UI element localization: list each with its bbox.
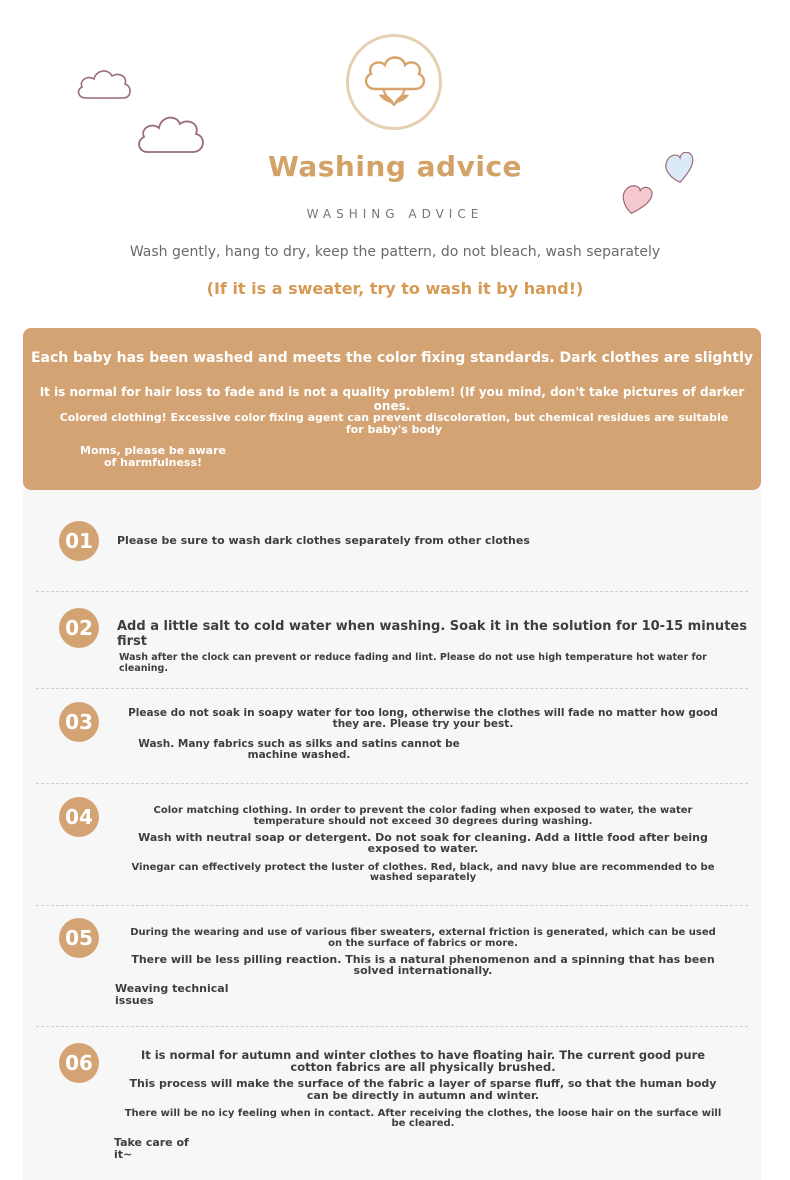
step-text: Please do not soak in soapy water for too long, otherwise the clothes will fade no matter how good they are. Please try your best. [128,707,718,730]
color-fixing-notice [23,328,761,490]
step-text: Add a little salt to cold water when washing. Soak it in the solution for 10-15 minutes first [117,619,747,649]
notice-line: Colored clothing! Excessive color fixing agent can prevent discoloration, but chemical residues are suitable for baby's body [59,411,729,436]
sweater-note: (If it is a sweater, try to wash it by hand!) [206,279,584,298]
cotton-logo [346,34,442,130]
step-item [23,490,761,592]
step-number: 02 [59,608,99,648]
step-text: There will be less pilling reaction. This is a natural phenomenon and a spinning that has been solved internationally. [131,953,715,977]
step-number: 05 [59,918,99,958]
notice-line: It is normal for hair loss to fade and is not a quality problem! (If you mind, don't take pictures of darker ones. [39,385,745,413]
step-item [23,689,761,784]
cotton-logo-icon [359,49,429,115]
step-text: It is normal for autumn and winter clothes to have floating hair. The current good pure cotton fabrics are all physically brushed. [140,1048,706,1074]
step-text: Please be sure to wash dark clothes separately from other clothes [117,534,530,547]
step-text: Color matching clothing. In order to prevent the color fading when exposed to water, the water temperature should not exceed 30 degrees during washing. [153,805,693,827]
notice-line: Moms, please be aware of harmfulness! [80,444,226,469]
step-text: Wash after the clock can prevent or reduce fading and lint. Please do not use high temperature hot water for cleaning. [119,652,707,674]
cloud-icon [74,64,136,104]
notice-line: Each baby has been washed and meets the color fixing standards. Dark clothes are slightly [30,350,754,366]
step-item [23,592,761,689]
step-text: This process will make the surface of the fabric a layer of sparse fluff, so that the human body can be directly in autumn and winter. [129,1077,717,1102]
step-item [23,906,761,1027]
page-title: Washing advice [267,150,523,183]
step-text: Wash with neutral soap or detergent. Do not soak for cleaning. Add a little food after being exposed to water. [138,831,708,855]
step-number: 01 [59,521,99,561]
step-number: 06 [59,1043,99,1083]
step-text: Vinegar can effectively protect the luster of clothes. Red, black, and navy blue are recommended to be washed separately [131,862,715,883]
step-item [23,784,761,906]
step-number: 04 [59,797,99,837]
intro-text: Wash gently, hang to dry, keep the pattern, do not bleach, wash separately [129,244,661,260]
step-text: During the wearing and use of various fiber sweaters, external friction is generated, which can be used on the surface of fabrics or more. [130,927,716,949]
washing-steps [23,490,761,1180]
step-number: 03 [59,702,99,742]
step-text: There will be no icy feeling when in contact. After receiving the clothes, the loose hair on the surface will be cleared. [124,1108,722,1129]
step-text: Weaving technical issues [115,982,229,1007]
step-text: Take care of it~ [114,1136,189,1161]
step-item [23,1027,761,1180]
page-subtitle: WASHING ADVICE [306,207,484,221]
step-text: Wash. Many fabrics such as silks and satins cannot be machine washed. [138,738,460,761]
